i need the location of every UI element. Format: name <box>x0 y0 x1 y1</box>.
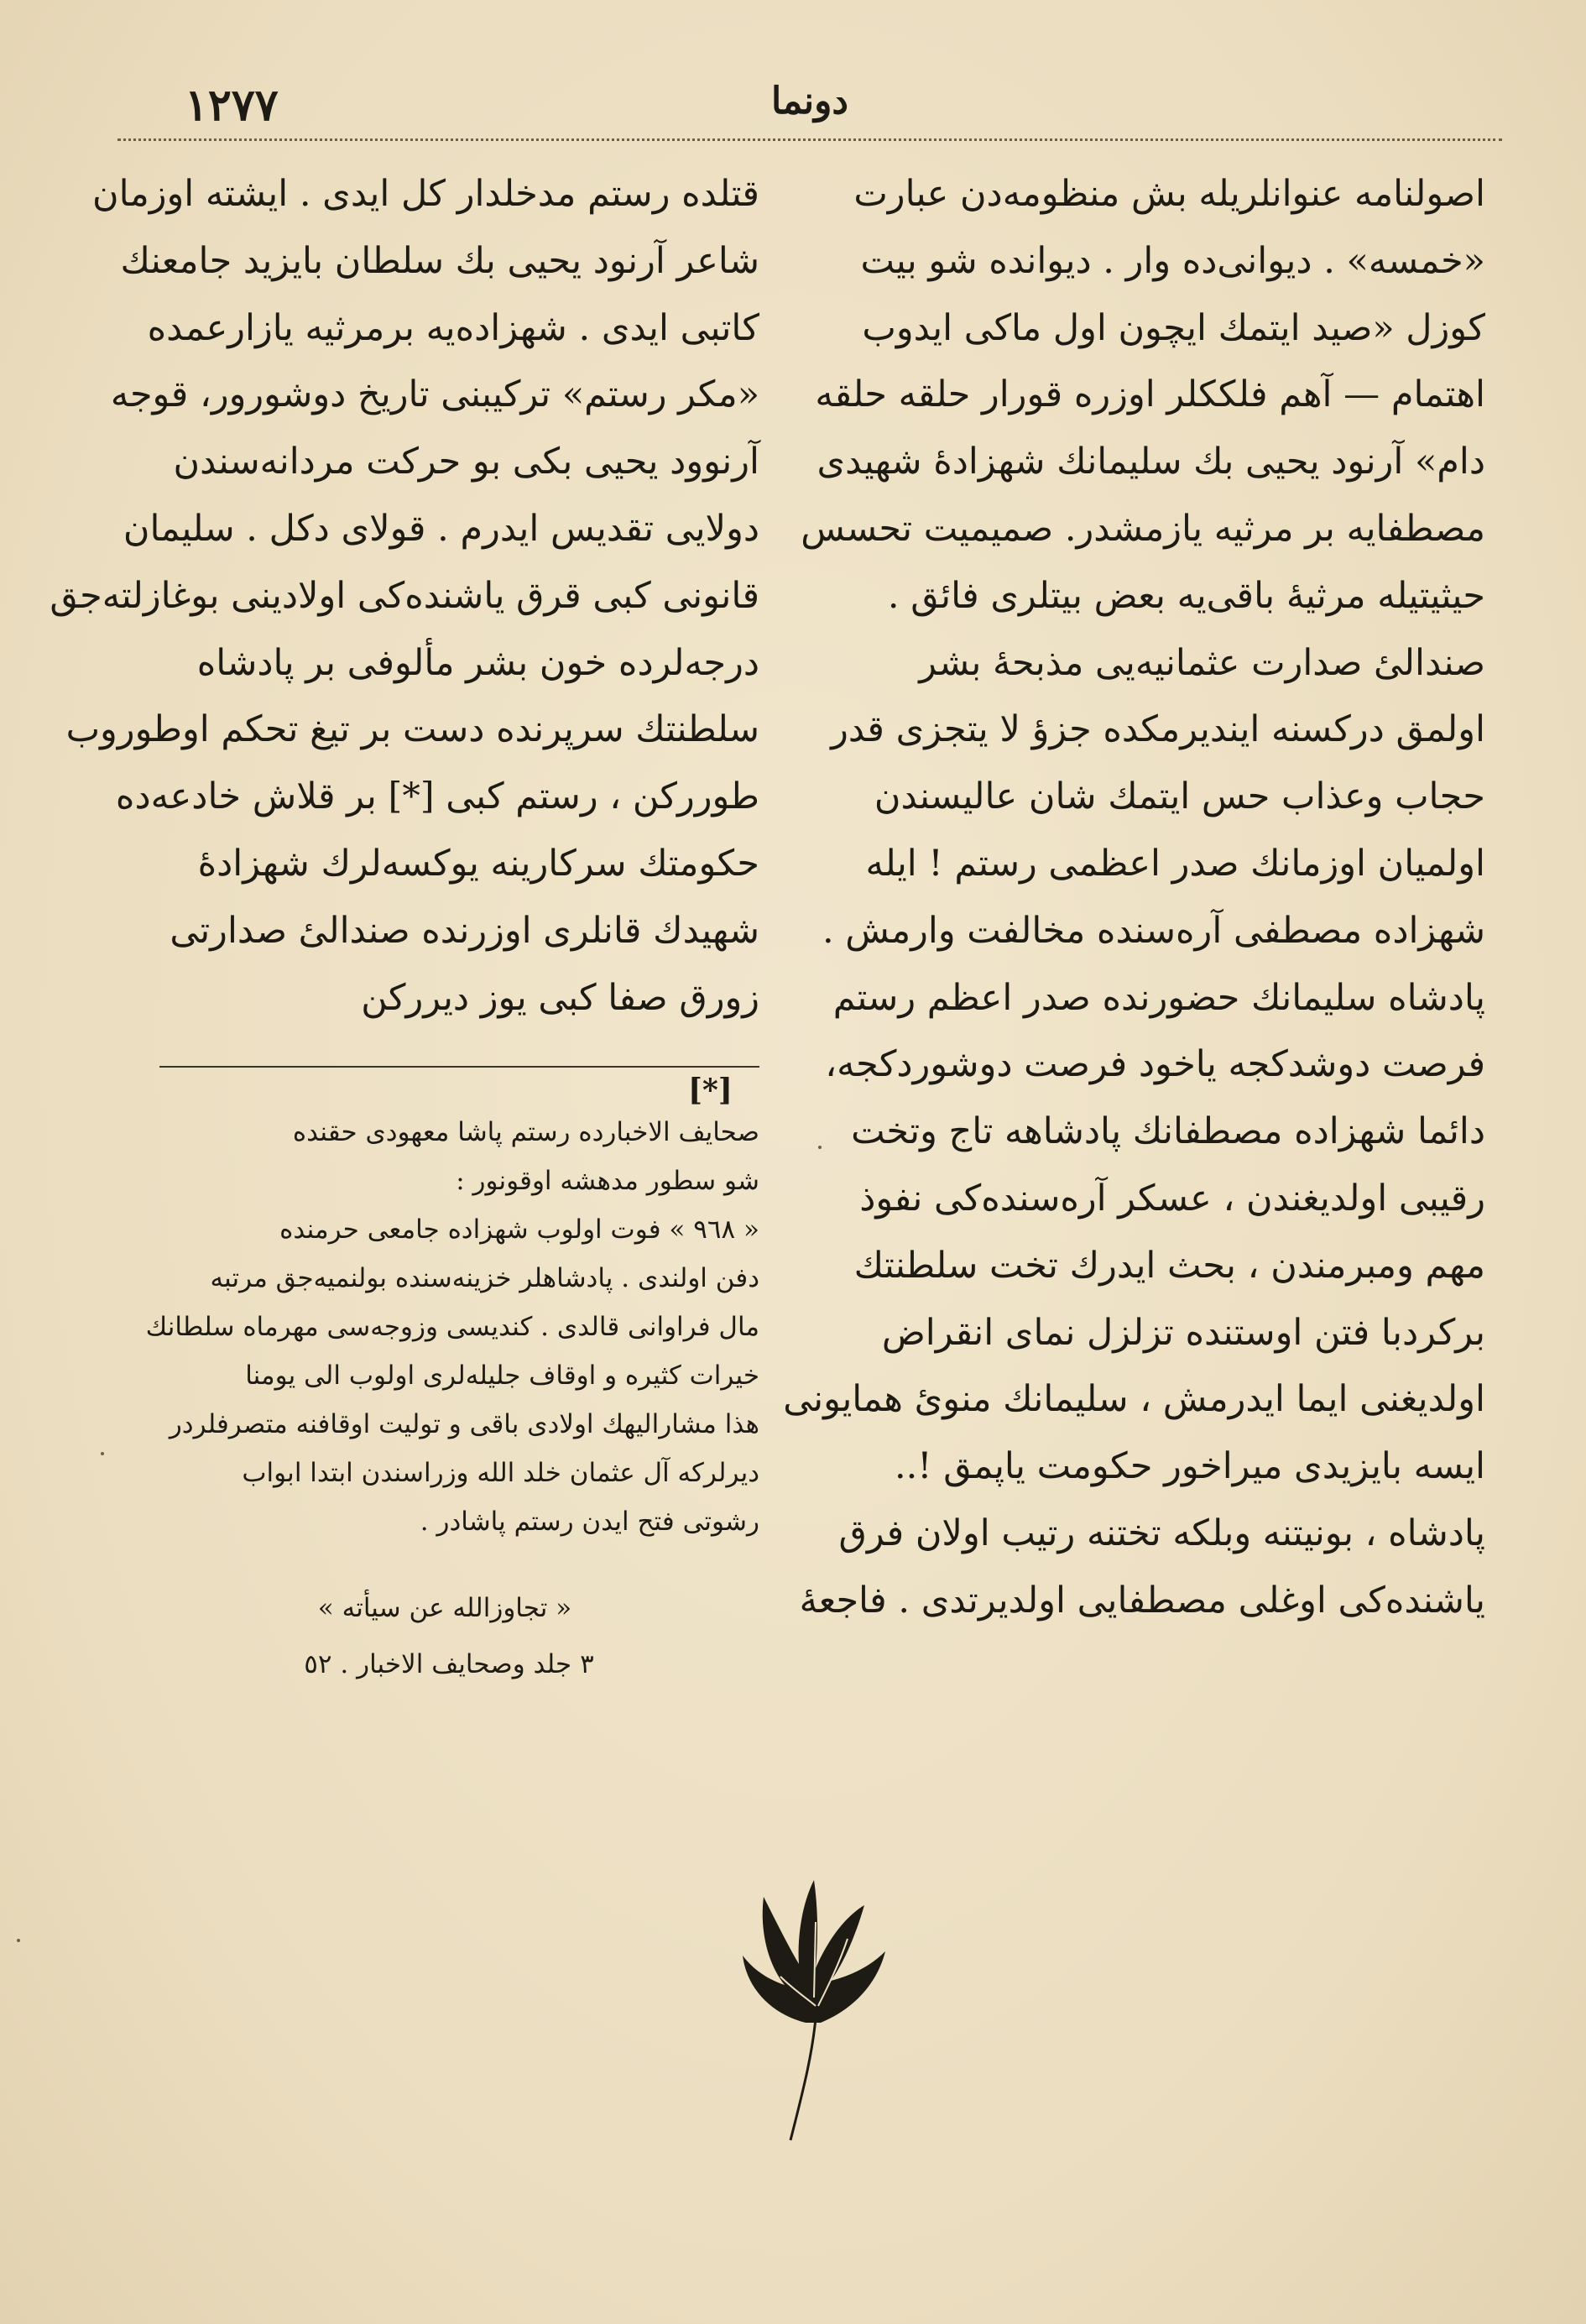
right-column <box>783 161 1485 1635</box>
text-line: شهیدك قانلری اوزرنده صندالیٔ صدارتی <box>170 909 759 952</box>
text-line: اولدیغنی ایما ایدرمش ، سلیمانك منویٔ همایونی <box>783 1378 1485 1421</box>
text-line: آرنوود یحیی بکی بو حرکت مردانه‌سندن <box>173 441 759 483</box>
text-line: یاشنده‌کی اوغلی مصطفایی اولدیرتدی . فاجعهٔ <box>799 1579 1485 1622</box>
text-line: حجاب وعذاب حس ایتمك شان عالیسندن <box>874 776 1485 818</box>
text-line: اولمق درکسنه ایندیرمکده جزؤ لا یتجزی قدر <box>831 708 1485 751</box>
text-line: درجه‌لرده خون بشر مألوفی بر پادشاه <box>196 641 759 684</box>
text-line: قانونی کبی قرق یاشنده‌کی اولادینی بوغازلته‌جق <box>50 574 759 617</box>
text-line: مهم ومبرمندن ، بحث ایدرك تخت سلطنتك <box>853 1244 1485 1287</box>
text-line: پادشاه ، بونیتنه وبلکه تختنه رتیب اولان فرق <box>838 1512 1485 1554</box>
text-line: دولایی تقدیس ایدرم . قولای دکل . سلیمان <box>123 507 759 550</box>
footnote-line: مال فراوانی قالدی . کندیسی وزوجه‌سی مهرماه سلطانك <box>145 1312 759 1342</box>
text-line: قتلده رستم مدخلدار کل ایدی . ایشته اوزمان <box>92 173 759 215</box>
text-line: سلطنتك سرپرنده دست بر تیغ تحکم اوطوروب <box>65 708 759 751</box>
text-line: دام» آرنود یحیی بك سلیمانك شهزادهٔ شهیدی <box>816 441 1485 483</box>
footnote-line: دفن اولندی . پادشاهلر خزینه‌سنده بولنمیه‌جق مرتبه <box>210 1263 759 1293</box>
footnote-marker: [*] <box>688 1073 733 1108</box>
running-title: دونما <box>771 80 848 123</box>
text-line: مصطفایه بر مرثیه یازمشدر. صمیمیت تحسس <box>801 507 1485 550</box>
text-line: صندالیٔ صدارت عثمانیه‌یی مذبحهٔ بشر <box>919 641 1485 684</box>
paper-speck <box>101 1452 104 1455</box>
text-line: اولمیان اوزمانك صدر اعظمی رستم ! ایله <box>865 842 1485 885</box>
text-line: پادشاه سلیمانك حضورنده صدر اعظم رستم <box>832 976 1485 1019</box>
left-column <box>50 161 759 1031</box>
text-line: طوررکن ، رستم کبی [*] بر قلاش خادعه‌ده <box>115 776 759 818</box>
paper-speck <box>818 1146 822 1149</box>
paper-speck <box>17 1939 20 1942</box>
footnote-line: دیرلرکه آل عثمان خلد الله وزراسندن ابتدا ابواب <box>242 1458 759 1488</box>
text-line: حکومتك سرکارینه یوکسه‌لرك شهزادهٔ <box>197 842 759 885</box>
tulip-ornament-icon <box>722 1872 898 2149</box>
text-line: برکردبا فتن اوستنده تزلزل نمای انقراض <box>881 1311 1485 1354</box>
footnote-line: شو سطور مدهشه اوقونور : <box>456 1166 759 1196</box>
text-line: کاتبی ایدی . شهزاده‌یه برمرثیه یازارعمده <box>147 306 759 349</box>
footnote-line: صحایف الاخبارده رستم پاشا معهودی حقنده <box>292 1117 759 1147</box>
page-header <box>117 80 1502 138</box>
footnote <box>130 1108 759 1546</box>
text-line: «مکر رستم» ترکیبنی تاریخ دوشورور، قوجه <box>110 373 759 416</box>
text-line: رقیبی اولدیغندن ، عسکر آره‌سنده‌کی نفوذ <box>859 1177 1485 1219</box>
text-line: زورق صفا کبی یوز دیررکن <box>361 976 759 1019</box>
footnote-closing: « تجاوزالله عن سیأته » <box>317 1593 572 1623</box>
footnote-line: هذا مشارالیهك اولادی باقی و تولیت اوقافنه متصرفلردر <box>169 1409 759 1439</box>
text-line: حیثیتیله مرثیهٔ باقی‌یه بعض بیتلری فائق . <box>887 574 1485 617</box>
text-line: فرصت دوشدکجه یاخود فرصت دوشوردکجه، <box>825 1043 1485 1086</box>
text-line: اصولنامه عنوانلریله بش منظومه‌دن عبارت <box>853 173 1485 215</box>
text-line: اهتمام — آهم فلککلر اوزره قورار حلقه حلقه <box>815 373 1485 416</box>
footnote-line: خیرات کثیره و اوقاف جلیله‌لری اولوب الی یومنا <box>245 1360 759 1391</box>
footnote-line: « ٩٦٨ » فوت اولوب شهزاده جامعی حرمنده <box>279 1214 759 1245</box>
text-line: دائما شهزاده مصطفانك پادشاهه تاج وتخت <box>851 1110 1485 1153</box>
text-line: کوزل «صید ایتمك ایچون اول ماکی ایدوب <box>862 306 1485 349</box>
text-line: «خمسه» . دیوانی‌ده وار . دیوانده شو بیت <box>860 239 1485 282</box>
text-line: ایسه بایزیدی میراخور حکومت یاپمق !.. <box>894 1445 1485 1488</box>
header-dotted-rule <box>117 138 1502 141</box>
footnote-line: رشوتی فتح ایدن رستم پاشادر . <box>420 1507 759 1537</box>
footnote-rule <box>159 1066 759 1068</box>
text-line: شهزاده مصطفی آره‌سنده مخالفت وارمش . <box>822 909 1485 952</box>
page-number: ١٢٧٧ <box>185 80 279 131</box>
text-line: شاعر آرنود یحیی بك سلطان بایزید جامعنك <box>120 239 759 282</box>
footnote-source: ٣ جلد وصحایف الاخبار . ٥٢ <box>304 1649 594 1679</box>
